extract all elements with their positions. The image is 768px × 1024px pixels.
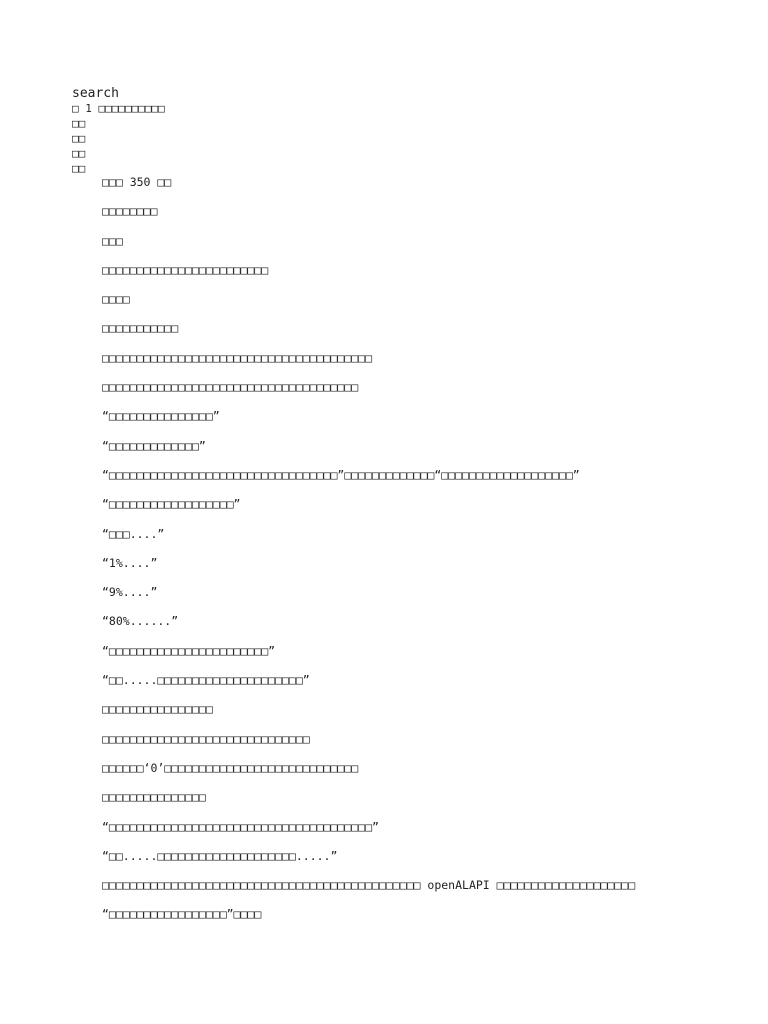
paragraph: “80%......” — [102, 614, 179, 629]
paragraph: “□□.....□□□□□□□□□□□□□□□□□□□□□” — [102, 673, 310, 688]
header-line-1: □ 1 □□□□□□□□□□ — [72, 102, 165, 115]
paragraph: “□□□□□□□□□□□□□” — [102, 438, 206, 453]
paragraph: □□□□□□□□□□□□□□□□ — [102, 702, 213, 717]
paragraph: □□□ 350 □□ — [102, 175, 172, 189]
header-line-4: □□ — [72, 147, 86, 160]
paragraph: “□□□□□□□□□□□□□□□□□□□□□□□□□□□□□□□□□”□□□□□□□□□□□□□“□□□□□□□□□□□□□□□□□□□” — [102, 467, 580, 482]
search-label: search — [72, 86, 119, 101]
paragraph: “□□□□□□□□□□□□□□□□□□□□□□□” — [102, 643, 276, 658]
paragraph: □□□□ — [102, 292, 130, 307]
paragraph: “□□□□□□□□□□□□□□□” — [102, 409, 220, 424]
paragraph: “□□□□□□□□□□□□□□□□□□” — [102, 497, 241, 512]
paragraph: □□□□□□□□□□□□□□□□□□□□□□□□□□□□□□□□□□□□□□□ — [102, 350, 373, 365]
header-line-3: □□ — [72, 132, 86, 145]
header-block — [72, 86, 712, 176]
paragraph: “□□□□□□□□□□□□□□□□□”□□□□ — [102, 907, 262, 922]
paragraph: □□□□□□□□□□□□□□□□□□□□□□□□□□□□□□□□□□□□□□□□□□□□□□ openALAPI □□□□□□□□□□□□□□□□□□□□ — [102, 878, 636, 893]
paragraph: □□□□□□□□□□□ — [102, 321, 179, 336]
paragraph: “9%....” — [102, 585, 158, 600]
paragraph: “□□□....” — [102, 526, 165, 541]
paragraph: □□□□□□□□ — [102, 204, 158, 219]
header-line-5: □□ — [72, 162, 86, 175]
paragraph: □□□□□□‘0’□□□□□□□□□□□□□□□□□□□□□□□□□□□□ — [102, 760, 359, 775]
paragraph: “□□□□□□□□□□□□□□□□□□□□□□□□□□□□□□□□□□□□□□” — [102, 819, 379, 834]
paragraph: □□□□□□□□□□□□□□□□□□□□□□□□□□□□□□ — [102, 731, 310, 746]
paragraph: □□□□□□□□□□□□□□□ — [102, 790, 206, 805]
paragraph: □□□□□□□□□□□□□□□□□□□□□□□□□□□□□□□□□□□□□ — [102, 380, 359, 395]
paragraph: □□□□□□□□□□□□□□□□□□□□□□□□ — [102, 262, 269, 277]
paragraph: □□□ — [102, 233, 123, 248]
header-line-2: □□ — [72, 117, 86, 130]
paragraph: “□□.....□□□□□□□□□□□□□□□□□□□□.....” — [102, 848, 338, 863]
paragraph-list — [102, 174, 722, 936]
paragraph: “1%....” — [102, 555, 158, 570]
